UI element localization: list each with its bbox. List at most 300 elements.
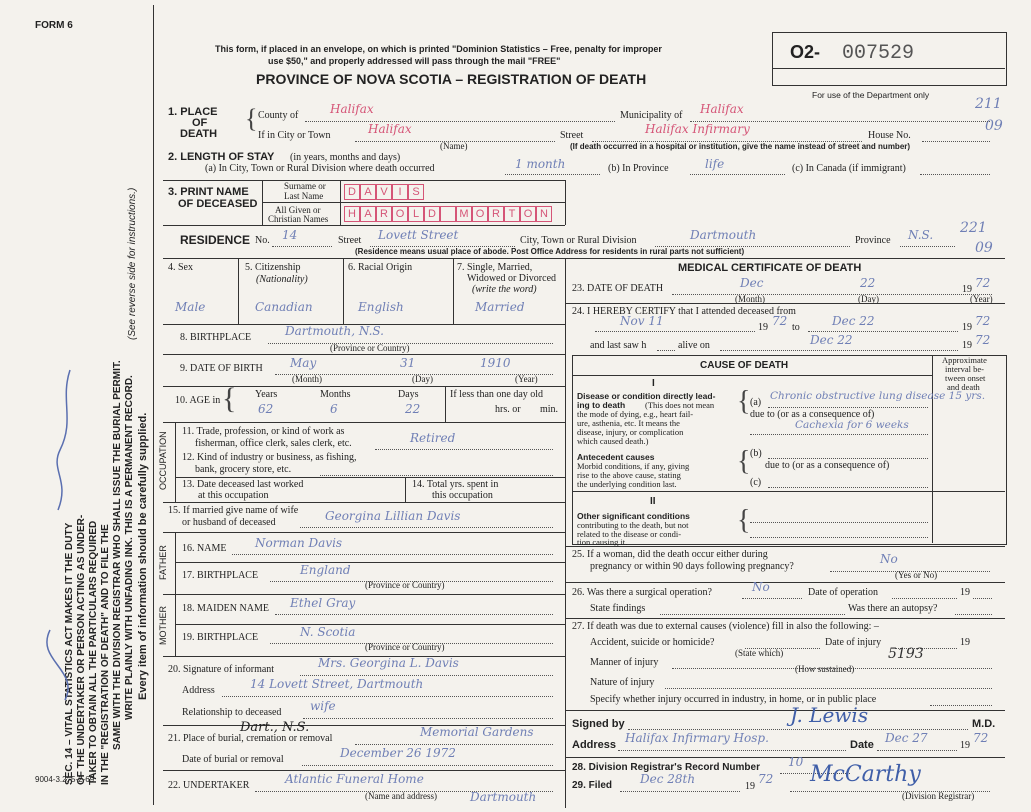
name-label-1: 3. PRINT NAME (168, 186, 249, 198)
statute-line-6: WRITE PLAINLY WITH UNFADING INK. THIS IS A PERMANENT RECORD. (124, 375, 135, 720)
occ-row-13 (175, 477, 565, 478)
statute-line-1: SEC. 14 – VITAL STATISTICS ACT MAKES IT THE DUTY (64, 522, 75, 785)
house-line (922, 141, 990, 142)
interval-label-3: tween onset (945, 373, 986, 383)
reg-box-divider (772, 68, 1005, 69)
surname-letter-cell: S (408, 184, 424, 200)
informant-address-line (222, 696, 553, 697)
racial-value: English (358, 300, 404, 314)
cause-b-label: (b) (750, 448, 762, 459)
city-label: If in City or Town (258, 130, 331, 141)
dob-label: 9. DATE OF BIRTH (180, 363, 263, 374)
every-item-note: Every item of information should be carefully supplied. (137, 412, 149, 700)
burial-place-value: Dart., N.S. (240, 720, 310, 735)
mother-birthplace: N. Scotia (300, 625, 356, 639)
cause-a-line (768, 407, 928, 408)
residence-street-value: Lovett Street (378, 228, 459, 242)
birthplace-line (268, 343, 553, 344)
burial-place-value-2: Memorial Gardens (420, 725, 534, 739)
marital-label-1: 7. Single, Married, (457, 262, 533, 273)
state-findings-label: State findings (590, 603, 646, 614)
citizenship-label-2: (Nationality) (256, 274, 308, 285)
death-caption-day: (Day) (858, 294, 879, 304)
last-saw-year: 72 (975, 333, 991, 347)
signed-by-value: J. Lewis (790, 703, 869, 727)
last-saw-label: and last saw h (590, 340, 647, 351)
informant-label: 20. Signature of informant (168, 664, 275, 675)
autopsy-line (955, 614, 992, 615)
dept-code-1: 211 (975, 96, 1002, 112)
direct-cause-1: Disease or condition directly lead- (577, 391, 716, 401)
q25-caption: (Yes or No) (895, 570, 938, 580)
direct-cause-3: (This does not mean (645, 400, 715, 410)
age-min: min. (540, 404, 559, 415)
name-bottom-border (163, 225, 565, 226)
trade-line (375, 449, 553, 450)
surname-letter-cell: A (360, 184, 376, 200)
record-number-label: 28. Division Registrar's Record Number (572, 762, 760, 773)
undertaker-label: 22. UNDERTAKER (168, 780, 250, 791)
registrar-caption: (Division Registrar) (902, 791, 975, 801)
statute-line-4: IN THE "REGISTRATION OF DEATH" AND TO FILE THE (100, 524, 111, 785)
filed-line (620, 791, 740, 792)
attended-to-year-prefix: 19 (962, 322, 972, 333)
marital-label-2: Widowed or Divorced (467, 273, 557, 284)
other-line-2 (750, 537, 928, 538)
total-years-label-1: 14. Total yrs. spent in (412, 479, 499, 490)
given-label-1: All Given or (275, 205, 321, 215)
cause-header-divider (572, 375, 932, 376)
burial-place-label: 21. Place of burial, cremation or removal (168, 733, 333, 744)
stay-b-line (690, 174, 785, 175)
attended-to: Dec 22 (832, 314, 875, 328)
place-label-1: 1. PLACE (168, 106, 218, 118)
statute-line-2: OF THE UNDERTAKER OR PERSON ACTING AS UNDER- (76, 514, 87, 785)
filed-year: 72 (758, 772, 774, 786)
spouse-line (300, 527, 553, 528)
last-worked-label-2: at this occupation (198, 490, 269, 501)
form-code: 9004-3.2: 5-2-69 (35, 775, 95, 784)
q26-label: 26. Was there a surgical operation? (572, 587, 712, 598)
alive-on-label: alive on (678, 340, 710, 351)
marital-value: Married (475, 300, 525, 314)
death-date-year: 72 (975, 276, 991, 290)
mother-tab: MOTHER (158, 606, 168, 645)
attended-from-line (595, 331, 755, 332)
father-name-line (232, 554, 553, 555)
cause-a-value-2: Cachexia for 6 weeks (795, 419, 909, 431)
grid-col-4 (238, 258, 239, 324)
direct-cause-5: ure, asthenia, etc. It means the (577, 418, 680, 428)
age-label: 10. AGE in (175, 395, 221, 406)
given-name-letter-cell: O (472, 206, 488, 222)
given-name-letter-cell: M (456, 206, 472, 222)
direct-cause-6: disease, injury, or complication (577, 427, 684, 437)
grid-row-22 (163, 770, 565, 771)
municipality-value: Halifax (700, 102, 744, 116)
industry-line (320, 475, 553, 476)
marital-label-3: (write the word) (472, 284, 537, 295)
spouse-label-2: or husband of deceased (182, 517, 276, 528)
form-title: PROVINCE OF NOVA SCOTIA – REGISTRATION OF DEATH (256, 71, 647, 87)
form-number: FORM 6 (35, 20, 73, 31)
grid-col-5 (343, 258, 344, 324)
grid-row-11 (163, 422, 565, 423)
statute-line-5: SAME WITH THE DIVISION REGISTRAR WHO SHALL ISSUE THE BURIAL PERMIT. (112, 360, 123, 750)
occ-col (175, 422, 176, 502)
given-name-letter-cell: A (360, 206, 376, 222)
birthplace-value: Dartmouth, N.S. (285, 324, 384, 338)
given-name-letter-cell: L (408, 206, 424, 222)
injury-date-label: Date of injury (825, 637, 882, 648)
undertaker-value: Atlantic Funeral Home (285, 772, 424, 786)
stay-a-line (505, 174, 600, 175)
name-right-border (565, 180, 566, 225)
father-row-17 (175, 562, 565, 563)
total-years-label-2: this occupation (432, 490, 493, 501)
due-to-1: due to (or as a consequence of) (750, 409, 875, 420)
death-caption-month: (Month) (735, 294, 765, 304)
citizenship-value: Canadian (255, 300, 313, 314)
mail-notice-2: use $50," and properly addressed will pass through the mail "FREE" (268, 56, 561, 66)
age-hrs: hrs. or (495, 404, 521, 415)
cause-a-value: Chronic obstructive lung disease 15 yrs. (770, 390, 986, 402)
city-value: Halifax (368, 122, 412, 136)
autopsy-label: Was there an autopsy? (848, 603, 938, 614)
dept-use-note: For use of the Department only (812, 90, 930, 100)
undertaker-value-2: Dartmouth (470, 790, 537, 804)
residence-city-label: City, Town or Rural Division (520, 235, 637, 246)
mail-notice-1: This form, if placed in an envelope, on which is printed "Dominion Statistics – Free, penalty for improper (215, 44, 662, 54)
attended-to-label: to (792, 322, 800, 333)
given-name-letter-cell (440, 206, 456, 222)
record-number-value: 10 (788, 755, 804, 769)
place-label-3: DEATH (180, 128, 218, 140)
cause-ii-divider (572, 491, 1005, 492)
city-name-caption: (Name) (440, 141, 468, 151)
mother-maiden-line (275, 614, 553, 615)
given-name-letter-cell: T (504, 206, 520, 222)
trade-label-2: fisherman, office clerk, sales clerk, etc. (195, 438, 352, 449)
grid-row-9 (163, 354, 565, 355)
med-row-28 (565, 757, 1005, 758)
given-name-letter-cell: N (536, 206, 552, 222)
burial-date-label: Date of burial or removal (182, 754, 284, 765)
given-name-letter-cell: O (520, 206, 536, 222)
q25-label-2: pregnancy or within 90 days following pregnancy? (590, 561, 794, 572)
dob-month: May (290, 356, 317, 370)
cause-b-line (768, 458, 928, 459)
signer-address-line (618, 750, 846, 751)
med-row-24 (565, 303, 1005, 304)
stay-sub: (in years, months and days) (290, 152, 401, 163)
last-saw-line (720, 350, 958, 351)
grid-row-18 (163, 594, 565, 595)
interval-label-4: and death (947, 382, 980, 392)
given-name-letter-cell: R (488, 206, 504, 222)
cause-c-label: (c) (750, 477, 762, 488)
q25-label-1: 25. If a woman, did the death occur either during (572, 549, 768, 560)
age-days: 22 (405, 402, 421, 416)
sex-label: 4. Sex (168, 262, 193, 273)
age-col-lt (445, 386, 446, 422)
hospital-note: (If death occurred in a hospital or institution, give the name instead of street and number) (570, 142, 911, 151)
given-name-letter-cell: O (392, 206, 408, 222)
surname-letter-cell: V (376, 184, 392, 200)
signed-by-line (628, 729, 968, 730)
dob-year: 1910 (480, 356, 511, 370)
medical-heading: MEDICAL CERTIFICATE OF DEATH (678, 262, 862, 274)
age-brace: { (222, 382, 237, 415)
grid-row-16 (163, 532, 565, 533)
attended-from-year-prefix: 19 (758, 322, 768, 333)
father-col (175, 532, 176, 594)
registration-number: 007529 (842, 42, 915, 65)
residence-note: (Residence means usual place of abode. Post Office Address for residents in rural parts not sufficient) (355, 247, 745, 256)
death-year-prefix: 19 (962, 284, 972, 295)
municipality-label: Municipality of (620, 110, 683, 121)
mother-birthplace-caption: (Province or Country) (365, 642, 445, 652)
informant-line (300, 675, 553, 676)
spouse-label-1: 15. If married give name of wife (168, 505, 299, 516)
given-label-2: Christian Names (268, 214, 329, 224)
surname-label-1: Surname or (284, 181, 326, 191)
industry-label-2: bank, grocery store, etc. (195, 464, 292, 475)
age-days-label: Days (398, 389, 419, 400)
age-years-label: Years (255, 389, 278, 400)
street-label: Street (560, 130, 584, 141)
last-saw-pronoun-line (657, 350, 675, 351)
statute-line-3: TAKER TO OBTAIN ALL THE PARTICULARS REQUIRED (88, 520, 99, 785)
occupation-tab: OCCUPATION (158, 431, 168, 490)
attended-from: Nov 11 (620, 314, 664, 328)
dob-caption-day: (Day) (412, 374, 433, 384)
death-date-day: 22 (860, 276, 876, 290)
see-reverse-note: (See reverse side for instructions.) (127, 187, 138, 340)
death-date-label: 23. DATE OF DEATH (572, 283, 664, 294)
citizenship-label-1: 5. Citizenship (245, 262, 301, 273)
grid-row-15 (163, 502, 565, 503)
manner-value: 5193 (888, 646, 924, 662)
informant-value: Mrs. Georgina L. Davis (318, 656, 459, 670)
q26-line (742, 598, 802, 599)
grid-col-6 (453, 258, 454, 324)
med-row-27 (565, 618, 1005, 619)
stay-a-label: (a) In City, Town or Rural Division where death occurred (205, 163, 435, 174)
father-name: Norman Davis (255, 536, 343, 550)
burial-place-line (355, 744, 553, 745)
name-middle-border (262, 202, 565, 203)
death-date-month: Dec (740, 276, 764, 290)
age-months: 6 (330, 402, 338, 416)
antecedent-3: rise to the above cause, stating (577, 470, 681, 480)
q25-value: No (880, 552, 898, 566)
residence-city-value: Dartmouth (690, 228, 757, 242)
other-conditions-2: contributing to the death, but not (577, 520, 689, 530)
signer-year-prefix: 19 (960, 740, 970, 751)
filed-year-prefix: 19 (745, 781, 755, 792)
q26-date-label: Date of operation (808, 587, 878, 598)
street-value: Halifax Infirmary (645, 122, 750, 136)
direct-brace: { (737, 386, 751, 417)
surname-label-2: Last Name (284, 191, 324, 201)
informant-address: 14 Lovett Street, Dartmouth (250, 677, 424, 691)
surname-letter-cell: D (344, 184, 360, 200)
residence-label: RESIDENCE (180, 233, 251, 247)
interval-label-2: interval be- (945, 364, 984, 374)
residence-no-label: No. (255, 235, 270, 246)
attended-from-year: 72 (772, 314, 788, 328)
antecedent-brace: { (737, 446, 751, 477)
mother-maiden: Ethel Gray (290, 596, 356, 610)
residence-province-line (900, 246, 955, 247)
father-tab: FATHER (158, 545, 168, 580)
direct-cause-4: the mode of dying, e.g., heart fail- (577, 409, 694, 419)
due-to-2: due to (or as a consequence of) (765, 460, 890, 471)
residence-code-2: 09 (975, 240, 993, 256)
signer-date-value: Dec 27 (885, 731, 928, 745)
place-label-2: OF (192, 117, 208, 129)
residence-code-1: 221 (960, 220, 987, 236)
grid-top (163, 258, 1005, 259)
q26-value: No (752, 580, 770, 594)
mother-col (175, 594, 176, 656)
other-conditions-4: tion causing it. (577, 537, 628, 547)
signer-address-label: Address (572, 739, 617, 751)
q26-date-line (892, 598, 957, 599)
informant-address-label: Address (182, 685, 215, 696)
signed-by-label: Signed by (572, 718, 625, 730)
dob-caption-month: (Month) (292, 374, 322, 384)
place-brace: { (245, 104, 258, 133)
age-years: 62 (258, 402, 274, 416)
sidebar-handwriting (30, 360, 90, 710)
county-label: County of (258, 110, 299, 121)
grid-center (565, 258, 566, 808)
given-name-letter-cell: R (376, 206, 392, 222)
given-name-letter-cell: D (424, 206, 440, 222)
residence-street-label: Street (338, 235, 362, 246)
mother-maiden-label: 18. MAIDEN NAME (182, 603, 269, 614)
burial-date-value: December 26 1972 (340, 746, 456, 760)
residence-province-label: Province (855, 235, 891, 246)
registration-prefix: O2- (790, 42, 821, 62)
stay-b-label: (b) In Province (608, 163, 669, 174)
given-name-letter-cell: H (344, 206, 360, 222)
direct-cause-2: ing to death (577, 400, 626, 410)
antecedent-4: the underlying condition last. (577, 479, 677, 489)
filed-value: Dec 28th (640, 772, 696, 786)
trade-value: Retired (410, 431, 456, 445)
father-name-label: 16. NAME (182, 543, 227, 554)
surname-letter-cell: I (392, 184, 408, 200)
dept-code-2: 09 (985, 118, 1003, 134)
last-saw-year-prefix: 19 (962, 340, 972, 351)
burial-date-line (302, 765, 553, 766)
stay-c-line (920, 174, 990, 175)
signer-date-label: Date (850, 739, 874, 751)
manner-label: Manner of injury (590, 657, 659, 668)
med-row-25 (565, 546, 1005, 547)
sidebar-border (153, 5, 154, 805)
undertaker-caption: (Name and address) (365, 791, 437, 801)
q27-label: 27. If death was due to external causes (violence) fill in also the following: – (572, 621, 879, 632)
stay-label: 2. LENGTH OF STAY (168, 151, 275, 163)
relationship-label: Relationship to deceased (182, 707, 282, 718)
spouse-value: Georgina Lillian Davis (325, 509, 461, 523)
cause-c-line (768, 487, 928, 488)
dob-day: 31 (400, 356, 416, 370)
q26-year-prefix: 19 (960, 587, 970, 598)
residence-no-value: 14 (282, 228, 298, 242)
house-label: House No. (868, 130, 911, 141)
cause-a-label: (a) (750, 397, 762, 408)
specify-line (930, 705, 992, 706)
interval-col (932, 355, 933, 543)
residence-no-line (272, 246, 332, 247)
cause-roman-2: II (650, 496, 656, 507)
last-saw-value: Dec 22 (810, 333, 853, 347)
county-value: Halifax (330, 102, 374, 116)
last-worked-label-1: 13. Date deceased last worked (182, 479, 304, 490)
state-findings-line (660, 614, 845, 615)
cause-a-line-2 (750, 434, 928, 435)
stay-b-value: life (705, 157, 725, 171)
age-months-label: Months (320, 389, 351, 400)
injury-year-prefix: 19 (960, 637, 970, 648)
signer-date-line (877, 750, 957, 751)
attended-to-line (808, 331, 958, 332)
other-conditions-1: Other significant conditions (577, 511, 690, 521)
signer-date-year: 72 (973, 731, 989, 745)
county-line (305, 121, 615, 122)
father-birthplace-caption: (Province or Country) (365, 580, 445, 590)
interval-label-1: Approximate (942, 355, 987, 365)
nature-line (665, 688, 992, 689)
antecedent-1: Antecedent causes (577, 452, 655, 462)
certify-label: 24. I HEREBY CERTIFY that I attended deceased from (572, 306, 796, 317)
how-sustained-caption: (How sustained) (795, 664, 855, 674)
filed-label: 29. Filed (572, 780, 613, 791)
registrar-signature: McCarthy (810, 762, 921, 787)
industry-label-1: 12. Kind of industry or business, as fishing, (182, 452, 357, 463)
relationship-value: wife (310, 699, 336, 713)
md-label: M.D. (972, 718, 996, 730)
cause-roman-1: I (652, 378, 655, 389)
direct-cause-7: which caused death.) (577, 436, 649, 446)
cause-heading: CAUSE OF DEATH (700, 360, 789, 371)
trade-label-1: 11. Trade, profession, or kind of work as (182, 426, 345, 437)
antecedent-2: Morbid conditions, if any, giving (577, 461, 690, 471)
death-date-line (672, 294, 992, 295)
q26-year-line (973, 598, 992, 599)
other-line-1 (750, 522, 928, 523)
residence-province-value: N.S. (908, 228, 934, 242)
dob-caption-year: (Year) (515, 374, 538, 384)
other-conditions-3: related to the disease or condi- (577, 529, 682, 539)
sex-value: Male (175, 300, 206, 314)
name-label-2: OF DECEASED (178, 198, 258, 210)
attended-to-year: 72 (975, 314, 991, 328)
stay-c-label: (c) In Canada (if immigrant) (792, 163, 906, 174)
mother-row-19 (175, 624, 565, 625)
med-row-26 (565, 582, 1005, 583)
name-top-border (163, 180, 565, 181)
stay-a-value: 1 month (515, 157, 566, 171)
other-brace: { (737, 505, 751, 536)
death-caption-year: (Year) (970, 294, 993, 304)
relationship-line (303, 718, 553, 719)
